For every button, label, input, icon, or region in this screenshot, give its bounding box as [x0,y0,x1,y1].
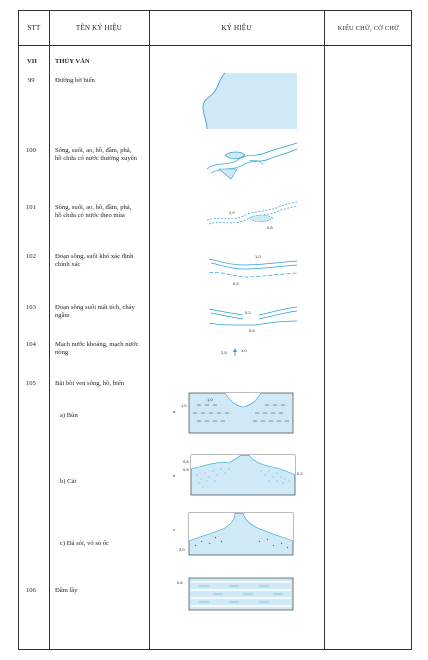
header-name: TÊN KÝ HIỆU [75,24,123,32]
row-name: Đầm lầy [55,587,78,594]
symbol-label: 2,0 [179,547,185,552]
underground-stream-symbol [189,299,299,339]
mud-flat-symbol [169,391,294,435]
permanent-water-symbol [189,139,299,184]
row-name: Sông, suối, ao, hồ, đầm, phá, hồ chứa có nước thường xuyên [55,147,137,162]
swamp-symbol [169,576,294,612]
symbol-label: 0,8 [267,225,273,230]
row-stt: 99 [28,77,35,84]
section-number: VII [27,58,37,65]
mineral-spring-symbol [209,344,269,360]
row-name: Bãi bồi ven sông, hồ, biển [55,380,125,387]
row-name: Đường bờ biển [55,77,95,84]
symbol-label: 2,0 [229,210,235,215]
symbol-table [18,10,412,650]
column-divider [49,11,50,649]
row-stt: 101 [26,204,36,211]
header-divider [19,45,411,46]
symbol-label: 1,0 [181,403,187,408]
symbol-label: 0,2 [297,471,303,476]
symbol-label: 2,5 [221,350,227,355]
gravel-flat-symbol [169,511,294,561]
symbol-label: 0,2 [245,310,251,315]
row-stt: 106 [26,587,36,594]
row-stt: 104 [26,341,36,348]
column-divider [149,11,150,649]
symbol-label: 0,6 [249,328,255,333]
row-name: Đoạn sông, suối khó xác định chính xác [55,253,134,268]
row-name: Mạch nước khoáng, mạch nước nóng [55,341,139,356]
header-font: KIỂU CHỮ, CỠ CHỮ [337,24,400,32]
symbol-label: 0,8 [177,580,183,585]
symbol-label: 0,8 [183,459,189,464]
row-name: Sông, suối, ao, hồ, đầm, phá, hồ chứa có nước theo mùa [55,204,132,219]
header-stt: STT [27,24,41,32]
coastline-symbol [189,71,299,131]
row-stt: 102 [26,253,36,260]
seasonal-water-symbol [189,196,299,236]
row-stt: 100 [26,147,36,154]
symbol-label: 1,0 [255,254,261,259]
symbol-label: 0,5 [183,467,189,472]
symbol-label: b [173,473,176,478]
symbol-label: c [173,527,175,532]
section-title: THỦY VĂN [55,58,90,65]
column-divider [324,11,325,649]
row-stt: 103 [26,304,36,311]
symbol-label: a [173,409,176,414]
row-name: b) Cát [60,478,77,485]
row-name: c) Đá sỏi, vỏ sò ốc [60,540,110,547]
symbol-label: 1,0 [241,348,247,353]
symbol-label: 0,2 [233,281,239,286]
sand-flat-symbol [169,453,309,497]
row-stt: 105 [26,380,36,387]
header-symbol: KÝ HIỆU [221,24,252,32]
symbol-label: 1,0 [207,397,213,402]
uncertain-stream-symbol [189,247,299,287]
row-name: a) Bùn [60,412,78,419]
row-name: Đoạn sông suối mất tích, chảy ngầm [55,304,135,319]
